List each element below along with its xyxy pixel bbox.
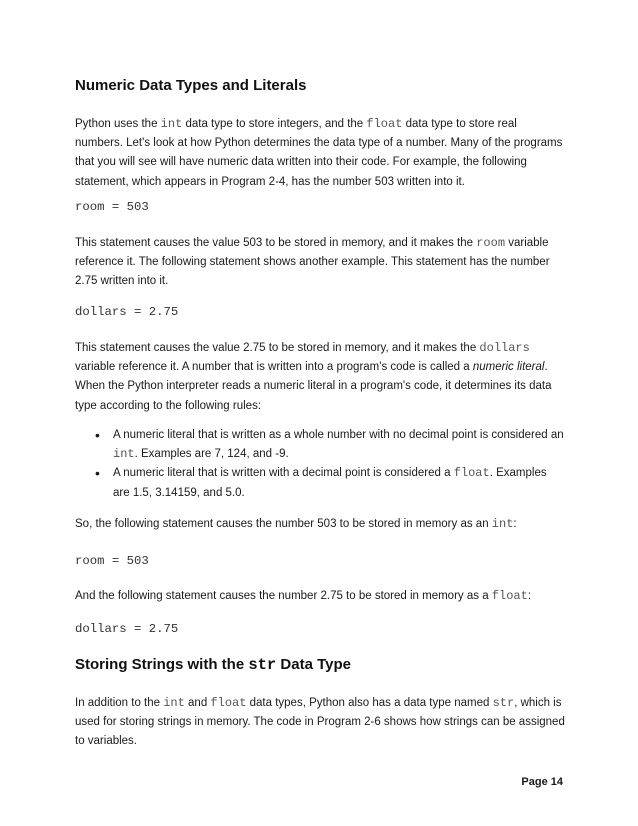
paragraph-intro: Python uses the int data type to store integers, and the float data type to store real numbers. Let's look at how Python determines the data type of a number. Many of the programs that you will see will have numeric data written into their code. For example, the following statement, which appears in Program 2-4, has the number 503 written into it. [75, 117, 563, 188]
inline-code: str [248, 656, 277, 674]
code-line-room-2: room = 503 [75, 554, 149, 568]
inline-code: str [492, 696, 515, 710]
inline-code: int [163, 696, 185, 710]
paragraph-numeric-literal: This statement causes the value 2.75 to be stored in memory, and it makes the dollars variable reference it. A number that is written into a program's code is called a numeric literal. When the Python interpreter reads a numeric literal in a program's code, it determines its data type according to the following rules: [75, 341, 552, 412]
inline-code: room [476, 236, 506, 250]
list-item: • A numeric literal that is written as a whole number with no decimal point is considered an int. Examples are 7, 124, and -9. [95, 426, 565, 464]
paragraph-float-example: And the following statement causes the number 2.75 to be stored in memory as a float: [75, 589, 532, 603]
paragraph-int-example: So, the following statement causes the number 503 to be stored in memory as an int: [75, 517, 517, 531]
section-heading-strings: Storing Strings with the str Data Type [75, 656, 351, 674]
list-item: • A numeric literal that is written with a decimal point is considered a float. Examples are 1.5, 3.14159, and 5.0. [95, 464, 565, 502]
inline-code: int [160, 117, 183, 131]
inline-code: int [491, 517, 514, 531]
code-line-dollars: dollars = 2.75 [75, 305, 179, 319]
paragraph-strings: In addition to the int and float data types, Python also has a data type named str, which is used for storing strings in memory. The code in Program 2-6 shows how strings can be assigned to variables. [75, 696, 565, 748]
code-line-dollars-2: dollars = 2.75 [75, 622, 179, 636]
inline-code: float [491, 589, 528, 603]
section-heading-numeric: Numeric Data Types and Literals [75, 77, 307, 94]
inline-code: float [453, 466, 490, 481]
paragraph-room: This statement causes the value 503 to be stored in memory, and it makes the room variable reference it. The following statement shows another example. This statement has the number 2.75 written into it. [75, 236, 550, 288]
inline-code: float [366, 117, 403, 131]
rules-list [95, 426, 565, 503]
inline-code: float [210, 696, 247, 710]
code-line-room: room = 503 [75, 200, 149, 214]
inline-code: dollars [479, 341, 530, 355]
inline-code: int [113, 447, 135, 462]
page-number: Page 14 [521, 776, 563, 788]
